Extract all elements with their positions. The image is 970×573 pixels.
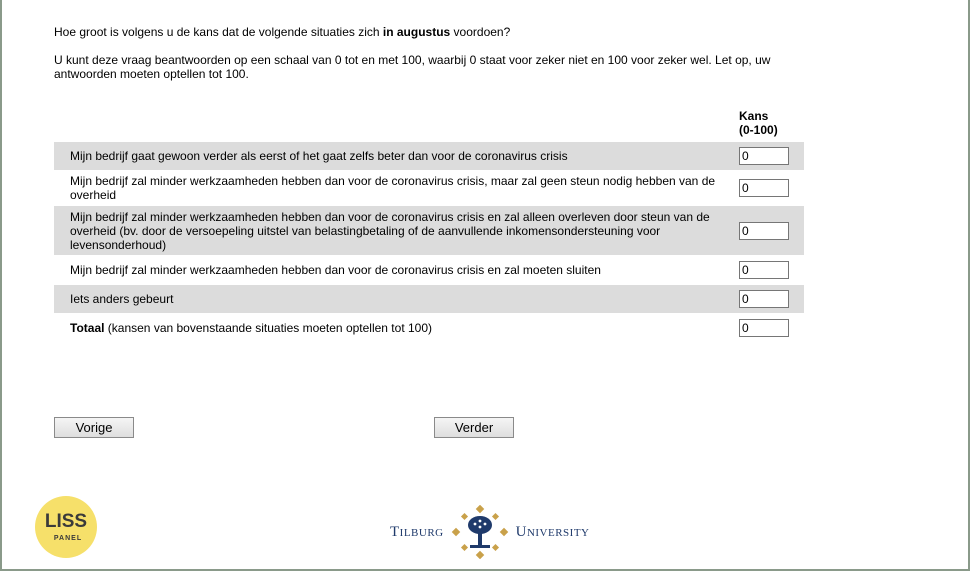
- total-label-rest: (kansen van bovenstaande situaties moeten optellen tot 100): [104, 321, 433, 335]
- row-label: Mijn bedrijf zal minder werkzaamheden hebben dan voor de coronavirus crisis, maar zal geen steun nodig hebben van de overheid: [70, 174, 716, 202]
- row-label: Mijn bedrijf gaat gewoon verder als eerst of het gaat zelfs beter dan voor de coronavirus crisis: [70, 149, 568, 163]
- tilburg-word: Tilburg: [390, 523, 444, 540]
- next-button[interactable]: Verder: [434, 417, 514, 438]
- table-row: [54, 172, 804, 204]
- tilburg-university-logo: [390, 505, 590, 559]
- total-label-bold: Totaal: [70, 321, 105, 335]
- kans-input[interactable]: [739, 179, 789, 197]
- question-text-pre: Hoe groot is volgens u de kans dat de volgende situaties zich: [54, 25, 383, 39]
- liss-panel-logo: [34, 495, 98, 559]
- total-input[interactable]: [739, 319, 789, 337]
- row-label: Mijn bedrijf zal minder werkzaamheden hebben dan voor de coronavirus crisis en zal moeten sluiten: [70, 263, 601, 277]
- question-text-post: voordoen?: [450, 25, 511, 39]
- liss-logo-subtext: PANEL: [53, 535, 83, 542]
- total-label: [54, 321, 720, 335]
- kans-input[interactable]: [739, 261, 789, 279]
- kans-input[interactable]: [739, 222, 789, 240]
- question-instruction: U kunt deze vraag beantwoorden op een schaal van 0 tot en met 100, waarbij 0 staat voor zeker niet en 100 voor zeker wel. Let op, uw antwoorden moeten optellen tot 100.: [54, 53, 771, 81]
- row-label: Mijn bedrijf zal minder werkzaamheden hebben dan voor de coronavirus crisis en zal alleen overleven door steun van de overheid (bv. door de versoepeling uitstel van belastingbetaling of de aanvullende inkomensondersteuning voor levensonderhoud): [70, 209, 710, 252]
- table-row: [54, 257, 804, 283]
- university-word: University: [515, 523, 590, 540]
- column-header-line2: (0-100): [739, 123, 778, 137]
- total-row: [54, 315, 804, 341]
- row-label: Iets anders gebeurt: [70, 292, 174, 306]
- column-header-line1: Kans: [739, 109, 769, 123]
- prev-button[interactable]: Vorige: [54, 417, 134, 438]
- table-row: [54, 142, 804, 170]
- kans-input[interactable]: [739, 147, 789, 165]
- tilburg-emblem-icon: [450, 505, 510, 559]
- question-text: [54, 25, 510, 39]
- question-text-bold: in augustus: [382, 25, 451, 39]
- table-row: [54, 285, 804, 313]
- column-header-kans: [739, 109, 778, 137]
- liss-logo-text: LISS: [44, 511, 88, 532]
- table-row: [54, 206, 804, 255]
- kans-input[interactable]: [739, 290, 789, 308]
